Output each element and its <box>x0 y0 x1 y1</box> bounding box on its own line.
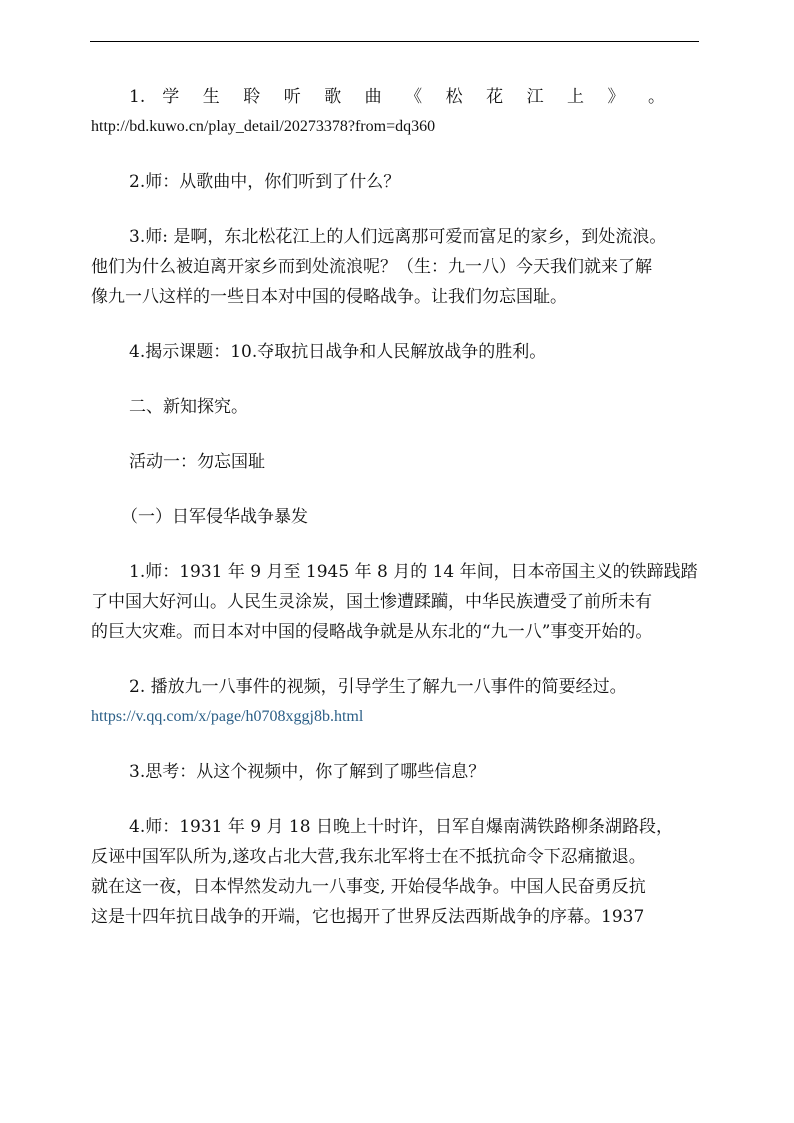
paragraph-11-line-3: 就在这一夜，日本悍然发动九一八事变, 开始侵华战争。中国人民奋勇反抗 <box>91 877 646 897</box>
paragraph-3-line-3: 像九一八这样的一些日本对中国的侵略战争。让我们勿忘国耻。 <box>91 287 567 307</box>
paragraph-11-line-1: 4.师：1931 年 9 月 18 日晚上十时许，日军自爆南满铁路柳条湖路段， <box>129 817 673 837</box>
paragraph-8-line-3: 的巨大灾难。而日本对中国的侵略战争就是从东北的“九一八”事变开始的。 <box>91 622 653 642</box>
activity-heading <box>91 447 703 477</box>
paragraph-10-line-1: 3.思考：从这个视频中，你了解到了哪些信息？ <box>129 762 486 782</box>
paragraph-2-line-1: 2.师：从歌曲中，你们听到了什么？ <box>129 172 401 192</box>
paragraph-4-line-1: 4.揭示课题：10.夺取抗日战争和人民解放战争的胜利。 <box>129 342 547 362</box>
paragraph-8-line-2: 了中国大好河山。人民生灵涂炭，国土惨遭蹂躏，中华民族遭受了前所未有 <box>91 592 652 612</box>
paragraph-8-line-1: 1.师：1931 年 9 月至 1945 年 8 月的 14 年间，日本帝国主义的铁蹄践踏 <box>129 562 698 582</box>
music-link[interactable]: http://bd.kuwo.cn/play_detail/20273378?from=dq360 <box>91 118 436 135</box>
paragraph-8 <box>91 557 703 647</box>
paragraph-11-line-4: 这是十四年抗日战争的开端，它也揭开了世界反法西斯战争的序幕。1937 <box>91 907 645 927</box>
paragraph-9 <box>91 672 703 732</box>
document-body <box>91 82 703 957</box>
paragraph-3-line-2: 他们为什么被迫离开家乡而到处流浪呢？（生：九一八）今天我们就来了解 <box>91 257 652 277</box>
section-heading-line: 二、新知探究。 <box>129 397 248 417</box>
paragraph-2 <box>91 167 703 197</box>
paragraph-3-line-1: 3.师: 是啊，东北松花江上的人们远离那可爱而富足的家乡，到处流浪。 <box>129 227 667 247</box>
subsection-heading-line: （一）日军侵华战争暴发 <box>121 507 308 527</box>
paragraph-4 <box>91 337 703 367</box>
activity-heading-line: 活动一：勿忘国耻 <box>129 452 265 472</box>
paragraph-1 <box>91 82 703 142</box>
section-heading-new-knowledge <box>91 392 703 422</box>
paragraph-10 <box>91 757 703 787</box>
paragraph-11-line-2: 反诬中国军队所为,遂攻占北大营,我东北军将士在不抵抗命令下忍痛撤退。 <box>91 847 646 867</box>
paragraph-1-line-1: 1. 学 生 聆 听 歌 曲 《 松 花 江 上 》 。 <box>129 87 665 107</box>
video-link[interactable]: https://v.qq.com/x/page/h0708xggj8b.html <box>91 708 364 725</box>
header-rule <box>90 41 699 42</box>
subsection-heading <box>91 502 703 532</box>
paragraph-3 <box>91 222 703 312</box>
paragraph-11 <box>91 812 703 932</box>
paragraph-9-line-1: 2. 播放九一八事件的视频，引导学生了解九一八事件的简要经过。 <box>129 677 627 697</box>
